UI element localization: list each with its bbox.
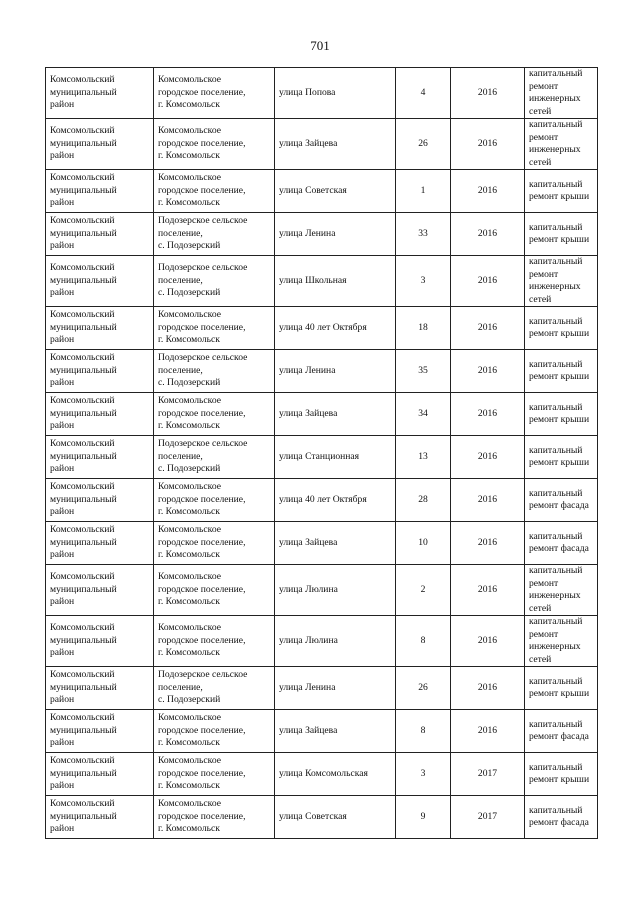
settlement-line: городское поселение, [158, 810, 246, 822]
district-line: Комсомольский [50, 622, 115, 634]
district-cell [46, 68, 154, 119]
work-type-line: ремонт крыши [529, 191, 590, 202]
work-type-cell [525, 710, 598, 753]
settlement-line: г. Комсомольск [158, 334, 220, 346]
settlement-line: г. Комсомольск [158, 823, 220, 835]
house-number-cell: 4 [396, 68, 451, 119]
settlement-line: Комсомольское [158, 755, 221, 767]
settlement-line: поселение, [158, 364, 203, 376]
settlement-cell [154, 436, 275, 479]
work-type-line: инженерных [529, 281, 581, 292]
settlement-cell [154, 119, 275, 170]
work-type-cell [525, 68, 598, 119]
work-type-line: ремонт [529, 80, 559, 92]
district-line: Комсомольский [50, 481, 115, 493]
work-type-line: сетей [529, 602, 552, 614]
work-type-line: сетей [529, 653, 552, 665]
district-line: муниципальный [50, 227, 117, 239]
house-number-cell: 3 [396, 256, 451, 307]
work-type-line: ремонт фасада [529, 500, 589, 511]
district-line: муниципальный [50, 86, 117, 98]
work-type-cell [525, 170, 598, 213]
work-type-cell [525, 565, 598, 616]
work-type-line: ремонт [529, 628, 559, 640]
district-line: муниципальный [50, 137, 117, 149]
settlement-line: Комсомольское [158, 481, 221, 493]
district-line: район [50, 240, 75, 252]
street-cell: улица Ленина [275, 667, 396, 710]
year-cell: 2016 [451, 350, 525, 393]
street-cell: улица Ленина [275, 213, 396, 256]
district-line: район [50, 823, 75, 835]
district-line: Комсомольский [50, 571, 115, 583]
district-line: район [50, 287, 75, 299]
table-row [46, 350, 598, 393]
work-type-line: ремонт фасада [529, 817, 589, 828]
work-type-line: сетей [529, 156, 552, 168]
table-row [46, 616, 598, 667]
settlement-line: Комсомольское [158, 524, 221, 536]
house-number-cell: 8 [396, 616, 451, 667]
house-number-cell: 2 [396, 565, 451, 616]
table-row [46, 68, 598, 119]
settlement-line: Комсомольское [158, 309, 221, 321]
year-cell: 2017 [451, 753, 525, 796]
settlement-line: городское поселение, [158, 583, 246, 595]
settlement-line: городское поселение, [158, 767, 246, 779]
district-line: район [50, 647, 75, 659]
settlement-line: г. Комсомольск [158, 99, 220, 111]
house-number-cell: 28 [396, 479, 451, 522]
work-type-line: ремонт крыши [529, 688, 590, 699]
street-cell: улица Попова [275, 68, 396, 119]
district-line: район [50, 549, 75, 561]
table-row [46, 213, 598, 256]
table-row [46, 710, 598, 753]
settlement-cell [154, 350, 275, 393]
settlement-line: Комсомольское [158, 798, 221, 810]
year-cell: 2016 [451, 213, 525, 256]
settlement-line: Комсомольское [158, 712, 221, 724]
settlement-line: Комсомольское [158, 622, 221, 634]
district-line: район [50, 334, 75, 346]
street-cell: улица Станционная [275, 436, 396, 479]
street-cell: улица Зайцева [275, 393, 396, 436]
year-cell: 2016 [451, 256, 525, 307]
work-type-cell [525, 796, 598, 839]
district-cell [46, 119, 154, 170]
work-type-line: капитальный [529, 119, 583, 130]
house-number-cell: 26 [396, 119, 451, 170]
settlement-line: Комсомольское [158, 125, 221, 137]
work-type-line: капитальный [529, 221, 583, 233]
district-cell [46, 479, 154, 522]
work-type-cell [525, 522, 598, 565]
work-type-line: капитальный [529, 68, 583, 79]
settlement-line: г. Комсомольск [158, 506, 220, 518]
settlement-cell [154, 256, 275, 307]
settlement-line: Подозерское сельское [158, 669, 248, 681]
house-number-cell: 3 [396, 753, 451, 796]
district-line: район [50, 694, 75, 706]
house-number-cell: 26 [396, 667, 451, 710]
work-type-line: ремонт крыши [529, 457, 590, 468]
work-type-line: ремонт фасада [529, 731, 589, 742]
district-line: район [50, 506, 75, 518]
street-cell: улица Зайцева [275, 710, 396, 753]
settlement-line: с. Подозерский [158, 463, 221, 475]
street-cell: улица Школьная [275, 256, 396, 307]
year-cell: 2016 [451, 119, 525, 170]
district-cell [46, 436, 154, 479]
district-line: район [50, 780, 75, 792]
table-row [46, 119, 598, 170]
settlement-line: поселение, [158, 450, 203, 462]
settlement-line: городское поселение, [158, 493, 246, 505]
house-number-cell: 33 [396, 213, 451, 256]
work-type-cell [525, 307, 598, 350]
settlement-line: городское поселение, [158, 184, 246, 196]
settlement-cell [154, 565, 275, 616]
work-type-cell [525, 256, 598, 307]
work-type-line: капитальный [529, 487, 583, 499]
settlement-cell [154, 307, 275, 350]
settlement-line: поселение, [158, 274, 203, 286]
district-line: муниципальный [50, 767, 117, 779]
street-cell: улица Комсомольская [275, 753, 396, 796]
settlement-cell [154, 213, 275, 256]
district-line: Комсомольский [50, 524, 115, 536]
table-row [46, 667, 598, 710]
repair-schedule-table [45, 67, 598, 839]
district-line: район [50, 420, 75, 432]
settlement-line: городское поселение, [158, 86, 246, 98]
district-cell [46, 170, 154, 213]
settlement-line: г. Комсомольск [158, 420, 220, 432]
year-cell: 2016 [451, 565, 525, 616]
district-line: район [50, 463, 75, 475]
district-line: Комсомольский [50, 669, 115, 681]
work-type-line: ремонт [529, 131, 559, 143]
work-type-line: капитальный [529, 530, 583, 542]
work-type-line: ремонт крыши [529, 774, 590, 785]
year-cell: 2016 [451, 68, 525, 119]
district-line: муниципальный [50, 184, 117, 196]
work-type-line: капитальный [529, 256, 583, 267]
settlement-line: Подозерское сельское [158, 215, 248, 227]
work-type-line: капитальный [529, 178, 583, 190]
settlement-line: городское поселение, [158, 724, 246, 736]
settlement-cell [154, 479, 275, 522]
work-type-cell [525, 119, 598, 170]
work-type-line: капитальный [529, 718, 583, 730]
district-cell [46, 213, 154, 256]
settlement-cell [154, 393, 275, 436]
district-line: Комсомольский [50, 712, 115, 724]
work-type-cell [525, 479, 598, 522]
district-line: Комсомольский [50, 215, 115, 227]
district-line: муниципальный [50, 321, 117, 333]
district-cell [46, 307, 154, 350]
settlement-cell [154, 68, 275, 119]
district-line: муниципальный [50, 724, 117, 736]
year-cell: 2016 [451, 393, 525, 436]
work-type-line: капитальный [529, 401, 583, 413]
table-row [46, 256, 598, 307]
street-cell: улица Люлина [275, 565, 396, 616]
house-number-cell: 8 [396, 710, 451, 753]
district-cell [46, 753, 154, 796]
work-type-line: ремонт [529, 577, 559, 589]
district-line: Комсомольский [50, 262, 115, 274]
settlement-line: городское поселение, [158, 137, 246, 149]
district-cell [46, 616, 154, 667]
table-row [46, 796, 598, 839]
street-cell: улица 40 лет Октября [275, 479, 396, 522]
district-line: Комсомольский [50, 438, 115, 450]
work-type-line: инженерных [529, 590, 581, 601]
district-cell [46, 393, 154, 436]
table-row [46, 522, 598, 565]
settlement-line: Комсомольское [158, 571, 221, 583]
street-cell: улица Зайцева [275, 119, 396, 170]
house-number-cell: 35 [396, 350, 451, 393]
work-type-cell [525, 393, 598, 436]
year-cell: 2016 [451, 667, 525, 710]
work-type-line: ремонт фасада [529, 543, 589, 554]
settlement-line: г. Комсомольск [158, 647, 220, 659]
work-type-cell [525, 753, 598, 796]
work-type-cell [525, 213, 598, 256]
district-line: муниципальный [50, 407, 117, 419]
street-cell: улица Советская [275, 796, 396, 839]
district-line: Комсомольский [50, 172, 115, 184]
work-type-line: ремонт крыши [529, 328, 590, 339]
settlement-line: Комсомольское [158, 395, 221, 407]
district-cell [46, 565, 154, 616]
work-type-cell [525, 616, 598, 667]
house-number-cell: 13 [396, 436, 451, 479]
table-body [46, 68, 598, 839]
street-cell: улица Советская [275, 170, 396, 213]
work-type-line: капитальный [529, 358, 583, 370]
work-type-line: инженерных [529, 144, 581, 155]
district-cell [46, 522, 154, 565]
settlement-line: с. Подозерский [158, 240, 221, 252]
work-type-line: инженерных [529, 641, 581, 652]
work-type-line: ремонт крыши [529, 234, 590, 245]
settlement-line: Комсомольское [158, 74, 221, 86]
settlement-cell [154, 522, 275, 565]
district-cell [46, 710, 154, 753]
district-line: Комсомольский [50, 755, 115, 767]
table-row [46, 393, 598, 436]
work-type-line: капитальный [529, 804, 583, 816]
street-cell: улица Ленина [275, 350, 396, 393]
house-number-cell: 18 [396, 307, 451, 350]
district-line: район [50, 737, 75, 749]
settlement-line: с. Подозерский [158, 287, 221, 299]
district-line: Комсомольский [50, 798, 115, 810]
work-type-line: капитальный [529, 565, 583, 576]
settlement-line: г. Комсомольск [158, 197, 220, 209]
year-cell: 2016 [451, 616, 525, 667]
district-line: муниципальный [50, 583, 117, 595]
work-type-line: сетей [529, 293, 552, 305]
district-cell [46, 350, 154, 393]
table-row [46, 565, 598, 616]
work-type-line: капитальный [529, 616, 583, 627]
settlement-line: г. Комсомольск [158, 549, 220, 561]
house-number-cell: 10 [396, 522, 451, 565]
district-line: муниципальный [50, 274, 117, 286]
district-line: муниципальный [50, 450, 117, 462]
settlement-cell [154, 616, 275, 667]
work-type-line: инженерных [529, 93, 581, 104]
work-type-line: капитальный [529, 444, 583, 456]
year-cell: 2016 [451, 710, 525, 753]
settlement-line: г. Комсомольск [158, 780, 220, 792]
street-cell: улица Зайцева [275, 522, 396, 565]
work-type-cell [525, 436, 598, 479]
district-line: Комсомольский [50, 125, 115, 137]
settlement-line: г. Комсомольск [158, 596, 220, 608]
district-cell [46, 256, 154, 307]
settlement-cell [154, 170, 275, 213]
settlement-line: городское поселение, [158, 321, 246, 333]
table-row [46, 479, 598, 522]
settlement-cell [154, 753, 275, 796]
work-type-line: капитальный [529, 761, 583, 773]
street-cell: улица Люлина [275, 616, 396, 667]
district-cell [46, 667, 154, 710]
district-line: Комсомольский [50, 74, 115, 86]
district-cell [46, 796, 154, 839]
district-line: муниципальный [50, 681, 117, 693]
settlement-line: Подозерское сельское [158, 438, 248, 450]
settlement-line: г. Комсомольск [158, 150, 220, 162]
house-number-cell: 34 [396, 393, 451, 436]
work-type-line: ремонт крыши [529, 371, 590, 382]
year-cell: 2016 [451, 307, 525, 350]
district-line: муниципальный [50, 493, 117, 505]
district-line: Комсомольский [50, 352, 115, 364]
year-cell: 2016 [451, 170, 525, 213]
district-line: муниципальный [50, 810, 117, 822]
district-line: муниципальный [50, 634, 117, 646]
district-line: Комсомольский [50, 309, 115, 321]
district-line: район [50, 197, 75, 209]
settlement-line: Подозерское сельское [158, 262, 248, 274]
settlement-line: городское поселение, [158, 407, 246, 419]
page-number: 701 [310, 38, 330, 53]
settlement-line: Подозерское сельское [158, 352, 248, 364]
settlement-line: с. Подозерский [158, 377, 221, 389]
settlement-line: г. Комсомольск [158, 737, 220, 749]
work-type-line: ремонт [529, 268, 559, 280]
year-cell: 2017 [451, 796, 525, 839]
settlement-line: городское поселение, [158, 634, 246, 646]
year-cell: 2016 [451, 479, 525, 522]
table-row [46, 170, 598, 213]
district-line: район [50, 596, 75, 608]
table-row [46, 436, 598, 479]
year-cell: 2016 [451, 436, 525, 479]
work-type-line: капитальный [529, 675, 583, 687]
settlement-line: поселение, [158, 227, 203, 239]
house-number-cell: 1 [396, 170, 451, 213]
work-type-cell [525, 350, 598, 393]
settlement-cell [154, 796, 275, 839]
settlement-cell [154, 710, 275, 753]
work-type-cell [525, 667, 598, 710]
work-type-line: ремонт крыши [529, 414, 590, 425]
district-line: район [50, 99, 75, 111]
district-line: район [50, 377, 75, 389]
house-number-cell: 9 [396, 796, 451, 839]
settlement-line: поселение, [158, 681, 203, 693]
district-line: муниципальный [50, 364, 117, 376]
settlement-line: Комсомольское [158, 172, 221, 184]
work-type-line: капитальный [529, 315, 583, 327]
district-line: Комсомольский [50, 395, 115, 407]
settlement-line: городское поселение, [158, 536, 246, 548]
work-type-line: сетей [529, 105, 552, 117]
district-line: муниципальный [50, 536, 117, 548]
street-cell: улица 40 лет Октября [275, 307, 396, 350]
settlement-line: с. Подозерский [158, 694, 221, 706]
district-line: район [50, 150, 75, 162]
settlement-cell [154, 667, 275, 710]
year-cell: 2016 [451, 522, 525, 565]
table-row [46, 753, 598, 796]
table-row [46, 307, 598, 350]
